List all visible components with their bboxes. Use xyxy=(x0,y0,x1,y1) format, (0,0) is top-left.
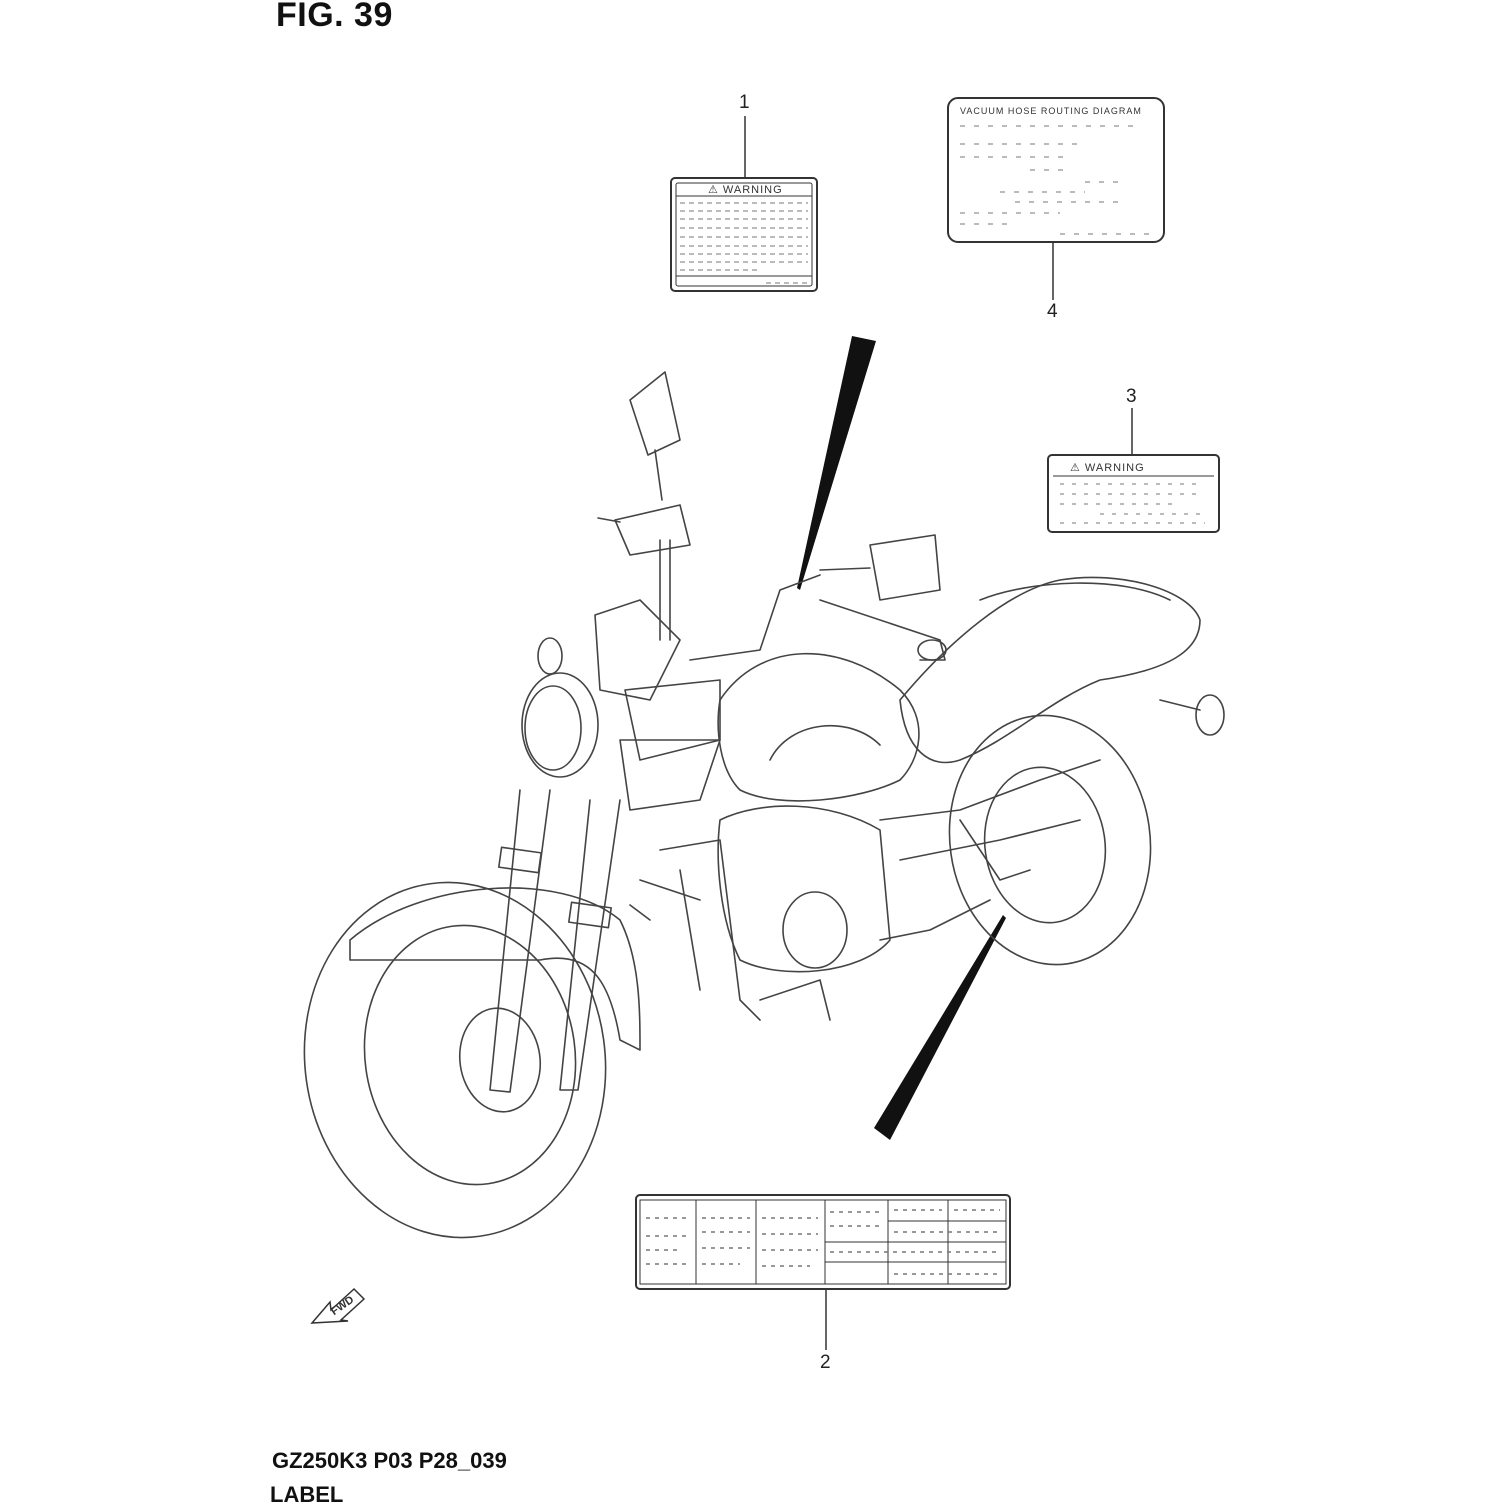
callout-number-1[interactable]: 1 xyxy=(739,92,750,113)
label-1-text-lines xyxy=(680,203,808,283)
fwd-label: FWD xyxy=(328,1293,357,1318)
figure-title: FIG. 39 xyxy=(276,0,393,34)
section-name: LABEL xyxy=(270,1482,344,1507)
pointer-wedge-lower xyxy=(874,915,1006,1140)
fwd-direction-arrow xyxy=(312,1289,364,1323)
label-4-title: VACUUM HOSE ROUTING DIAGRAM xyxy=(960,106,1142,116)
label-3-text-lines xyxy=(1060,484,1205,523)
motorcycle-illustration xyxy=(282,372,1224,1257)
label-4-text-lines xyxy=(960,126,1150,234)
callout-number-3[interactable]: 3 xyxy=(1126,386,1137,407)
label-1-title: ⚠ WARNING xyxy=(708,184,783,196)
label-2-information[interactable] xyxy=(636,1195,1010,1289)
diagram-code: GZ250K3 P03 P28_039 xyxy=(272,1448,507,1473)
label-1-warning[interactable] xyxy=(671,178,817,291)
pointer-wedge-upper xyxy=(797,336,876,590)
label-3-warning[interactable] xyxy=(1048,455,1219,532)
callout-number-2[interactable]: 2 xyxy=(820,1352,831,1373)
label-3-title: ⚠ WARNING xyxy=(1070,462,1145,474)
callout-number-4[interactable]: 4 xyxy=(1047,301,1058,322)
label-4-hose-routing[interactable] xyxy=(948,98,1164,242)
